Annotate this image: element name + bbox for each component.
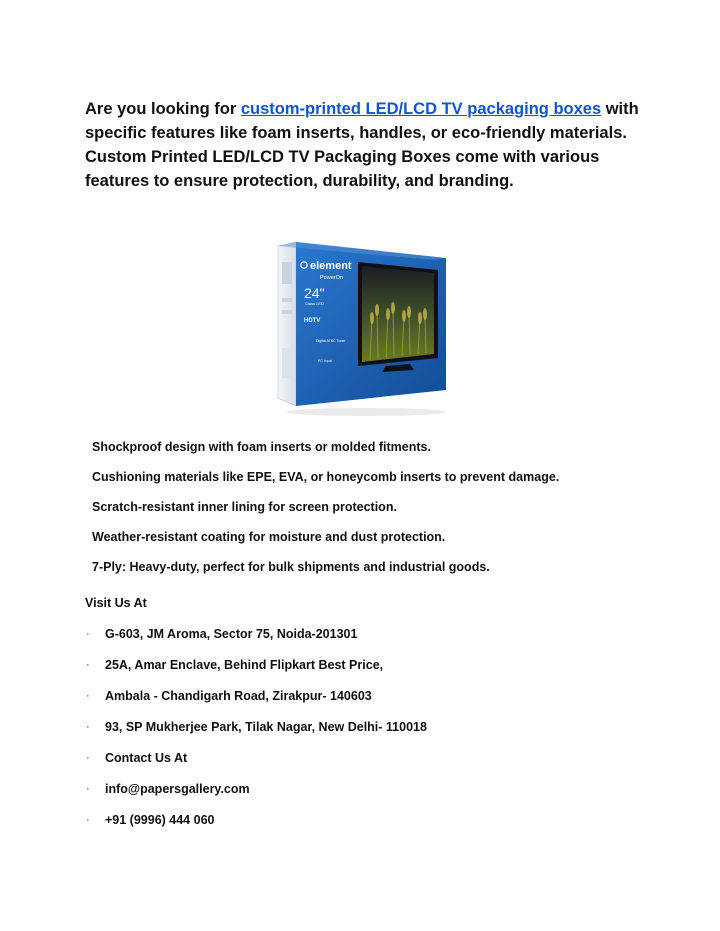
feature-item: Weather-resistant coating for moisture and dust protection.: [92, 530, 446, 544]
bullet: ·: [86, 721, 90, 733]
feature-item: Cushioning materials like EPE, EVA, or honeycomb inserts to prevent damage.: [92, 470, 560, 484]
contact-heading: Contact Us At: [105, 751, 188, 765]
box-brand: element: [310, 260, 352, 272]
box-bottom-text: PC Input: [318, 359, 332, 363]
bullet: ·: [86, 690, 90, 702]
intro-paragraph: [85, 97, 645, 193]
intro-rest: with specific features like foam inserts, handles, or eco-friendly materials. Custom Printed LED/LCD TV Packaging Boxes come with various features to ensure protection, durability, and branding.: [85, 100, 639, 190]
bullet: ·: [86, 814, 90, 826]
box-size-sub: Class LED: [305, 301, 324, 306]
visit-heading: Visit Us At: [85, 596, 147, 610]
address-noida: G-603, JM Aroma, Sector 75, Noida-201301: [105, 627, 358, 641]
bullet: ·: [86, 628, 90, 640]
bullet: ·: [86, 783, 90, 795]
box-badge: HDTV: [304, 318, 321, 324]
feature-item: Scratch-resistant inner lining for screen protection.: [92, 500, 397, 514]
feature-item: Shockproof design with foam inserts or molded fitments.: [92, 440, 431, 454]
address-zirakpur-line1: 25A, Amar Enclave, Behind Flipkart Best Price,: [105, 658, 384, 672]
contact-phone[interactable]: +91 (9996) 444 060: [105, 813, 215, 827]
box-subbrand: PowerOn: [320, 275, 343, 281]
address-delhi: 93, SP Mukherjee Park, Tilak Nagar, New Delhi- 110018: [105, 720, 427, 734]
feature-item: 7-Ply: Heavy-duty, perfect for bulk shipments and industrial goods.: [92, 560, 490, 574]
contact-email[interactable]: info@papersgallery.com: [105, 782, 250, 796]
box-side-text: Digital ATSC Tuner: [316, 339, 346, 343]
feature-list: [92, 438, 559, 588]
bullet: ·: [86, 752, 90, 764]
address-zirakpur-line2: Ambala - Chandigarh Road, Zirakpur- 140603: [105, 689, 372, 703]
packaging-boxes-link[interactable]: custom-printed LED/LCD TV packaging boxes: [240, 100, 602, 118]
tv-box-image: [274, 238, 454, 420]
box-size: 24": [304, 285, 325, 301]
bullet: ·: [86, 659, 90, 671]
intro-prefix: Are you looking for: [85, 100, 241, 118]
